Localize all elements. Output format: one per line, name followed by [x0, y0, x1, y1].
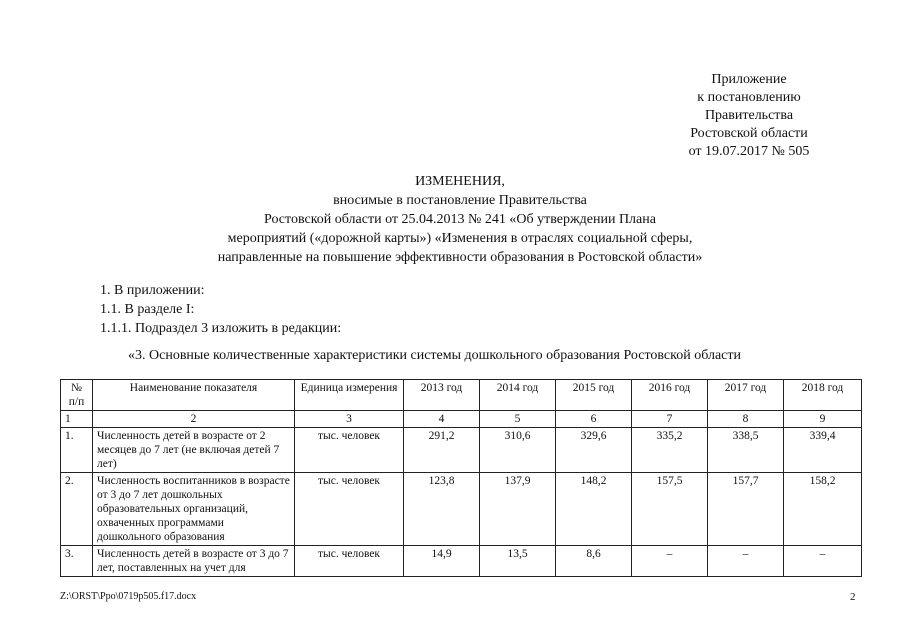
header-cell: 2017 год	[708, 380, 784, 411]
amendment-point: 1.1.1. Подраздел 3 изложить в редакции:	[100, 321, 342, 336]
row-number-cell: 3.	[61, 546, 93, 577]
table-row	[61, 473, 862, 546]
table-row	[61, 428, 862, 473]
value-cell: 137,9	[480, 473, 556, 546]
value-cell: 339,4	[784, 428, 862, 473]
value-cell: 123,8	[404, 473, 480, 546]
value-cell: 291,2	[404, 428, 480, 473]
value-cell: 338,5	[708, 428, 784, 473]
header-cell: Наименование показателя	[93, 380, 295, 411]
numbering-cell: 1	[61, 411, 93, 428]
header-cell: 2015 год	[556, 380, 632, 411]
value-cell: 157,5	[632, 473, 708, 546]
appendix-line: Приложение	[711, 72, 787, 87]
heading-title: ИЗМЕНЕНИЯ,	[415, 174, 505, 189]
row-number-cell: 2.	[61, 473, 93, 546]
document-heading	[160, 172, 760, 267]
value-cell: 157,7	[708, 473, 784, 546]
value-cell: 148,2	[556, 473, 632, 546]
appendix-line: к постановлению	[697, 90, 801, 105]
heading-line: Ростовской области от 25.04.2013 № 241 «Об утверждении Плана	[264, 212, 656, 227]
table-row	[61, 546, 862, 577]
amendment-points	[100, 281, 341, 338]
unit-cell: тыс. человек	[295, 428, 404, 473]
numbering-cell: 5	[480, 411, 556, 428]
appendix-line: Правительства	[704, 108, 794, 123]
heading-line: направленные на повышение эффективности образования в Ростовской области»	[217, 250, 703, 265]
footer-page-number: 2	[850, 591, 856, 603]
indicator-name-cell: Численность воспитанников в возрасте от 3 до 7 лет дошкольных образовательных организаций, охваченных программами дошкольного образования	[93, 473, 295, 546]
indicators-table	[60, 379, 862, 577]
amendment-point: 1.1. В разделе I:	[100, 302, 195, 317]
numbering-cell: 6	[556, 411, 632, 428]
appendix-line: от 19.07.2017 № 505	[688, 144, 810, 159]
amendment-point: 1. В приложении:	[100, 283, 205, 298]
appendix-block	[660, 71, 838, 161]
value-cell: –	[708, 546, 784, 577]
indicator-name-cell: Численность детей в возрасте от 2 месяцев до 7 лет (не включая детей 7 лет)	[93, 428, 295, 473]
value-cell: 8,6	[556, 546, 632, 577]
numbering-cell: 8	[708, 411, 784, 428]
value-cell: –	[784, 546, 862, 577]
heading-line: мероприятий («дорожной карты») «Изменения в отраслях социальной сферы,	[227, 231, 693, 246]
numbering-cell: 3	[295, 411, 404, 428]
table-header-row	[61, 380, 862, 411]
section-title: «3. Основные количественные характеристики системы дошкольного образования Ростовской области	[128, 348, 741, 363]
appendix-line: Ростовской области	[690, 126, 808, 141]
value-cell: 329,6	[556, 428, 632, 473]
header-cell: 2014 год	[480, 380, 556, 411]
unit-cell: тыс. человек	[295, 546, 404, 577]
header-cell: № п/п	[61, 380, 93, 411]
footer-file-path: Z:\ORST\Ppo\0719p505.f17.docx	[60, 591, 197, 602]
numbering-cell: 4	[404, 411, 480, 428]
numbering-cell: 9	[784, 411, 862, 428]
numbering-cell: 7	[632, 411, 708, 428]
header-cell: 2018 год	[784, 380, 862, 411]
row-number-cell: 1.	[61, 428, 93, 473]
header-cell: 2016 год	[632, 380, 708, 411]
value-cell: 14,9	[404, 546, 480, 577]
value-cell: 158,2	[784, 473, 862, 546]
value-cell: 335,2	[632, 428, 708, 473]
heading-line: вносимые в постановление Правительства	[333, 193, 587, 208]
column-numbering-row	[61, 411, 862, 428]
header-cell: 2013 год	[404, 380, 480, 411]
value-cell: 13,5	[480, 546, 556, 577]
indicator-name-cell: Численность детей в возрасте от 3 до 7 лет, поставленных на учет для	[93, 546, 295, 577]
numbering-cell: 2	[93, 411, 295, 428]
value-cell: 310,6	[480, 428, 556, 473]
header-cell: Единица измерения	[295, 380, 404, 411]
value-cell: –	[632, 546, 708, 577]
unit-cell: тыс. человек	[295, 473, 404, 546]
